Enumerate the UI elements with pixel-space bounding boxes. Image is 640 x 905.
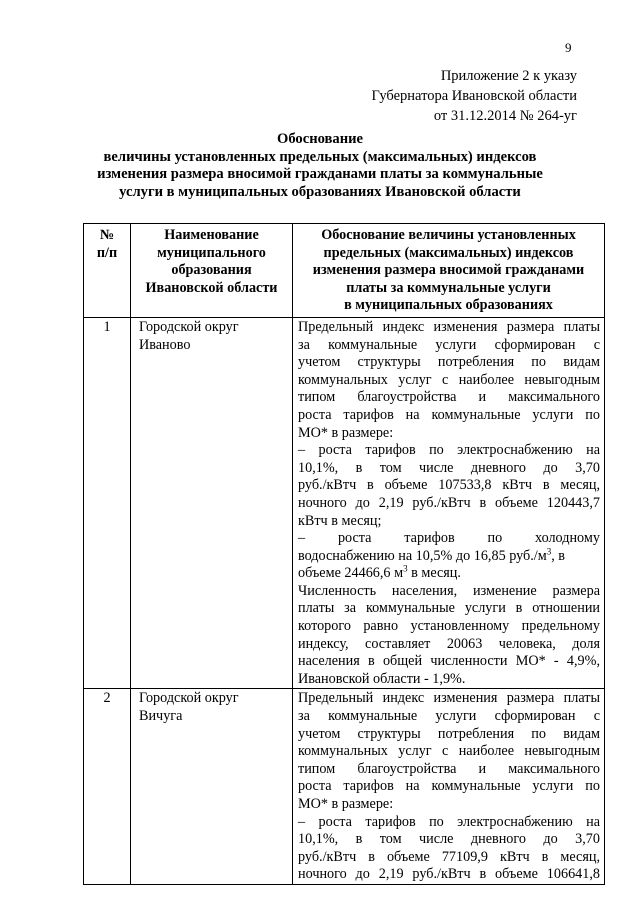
header-justification [293,224,605,318]
header-line: образования [171,262,252,279]
title-line: услуги в муниципальных образованиях Ивановской области [119,183,521,200]
row-number: 1 [84,317,131,688]
text-line: коммунальных услуг с наиболее невыгодным [298,743,600,760]
justification-text [293,317,605,688]
appendix-line: Губернатора Ивановской области [371,88,577,104]
page-number: 9 [565,40,572,55]
text-fragment: объеме 24466,6 м [298,565,404,582]
text-line: за коммунальные услуги сформирован с [298,336,600,353]
text-fragment: , в [551,547,565,564]
title-line: изменения размера вносимой гражданами платы за коммунальные [97,166,543,182]
text-line: роста тарифов на коммунальные услуги по [298,778,600,795]
name-line: Городской округ [139,690,239,707]
text-line: учетом структуры потребления по видам [298,354,600,371]
justification-text [293,689,605,885]
appendix-line: Приложение 2 к указу [440,68,577,84]
header-line: Обоснование величины установленных [321,227,576,243]
header-line: платы за коммунальные услуги [346,279,551,296]
header-line: Наименование [164,227,259,243]
text-line: Предельный индекс изменения размера платы [298,690,600,707]
word: роста [337,530,372,547]
text-line: типом благоустройства и максимального [298,760,600,777]
title-line: величины установленных предельных (максимальных) индексов [103,148,537,165]
text-line: роста тарифов на коммунальные услуги по [298,406,600,423]
text-line: коммунальных услуг с наиболее невыгодным [298,371,600,388]
name-line: Иваново [139,336,191,353]
header-line: предельных (максимальных) индексов [323,244,574,261]
text-line: ночного до 2,19 руб./кВтч в объеме 120443,7 [298,494,600,511]
text-line: – роста тарифов по электроснабжению на [298,813,600,830]
text-line: за коммунальные услуги сформирован с [298,708,600,725]
header-line: в муниципальных образованиях [344,297,553,314]
word: тарифов [404,530,455,547]
text-line [298,530,600,548]
text-line: руб./кВтч в объеме 77109,9 кВтч в месяц, [298,848,600,865]
justification-table [83,223,605,885]
name-line: Городской округ [139,318,239,335]
text-line [298,565,600,583]
text-line: Предельный индекс изменения размера платы [298,318,600,335]
text-line: индексу, составляет 20063 человека, доля [298,635,600,652]
text-line: руб./кВтч в объеме 107533,8 кВтч в месяц, [298,477,600,494]
header-line: Ивановской области [145,279,278,296]
text-line: Ивановской области - 1,9%. [298,670,466,687]
text-line: населения в общей численности МО* - 4,9%, [298,653,600,670]
header-number [84,224,131,318]
word: по [487,530,503,547]
text-line: МО* в размере: [298,424,394,441]
text-line: – роста тарифов по электроснабжению на [298,442,600,459]
table-header-row [84,224,605,318]
text-fragment: в месяц. [407,565,461,582]
word: холодному [535,530,600,547]
superscript: 3 [403,563,408,574]
appendix-reference [317,66,577,126]
text-line: учетом структуры потребления по видам [298,725,600,742]
text-line: типом благоустройства и максимального [298,389,600,406]
text-line: Численность населения, изменение размера [298,582,600,599]
text-fragment: водоснабжению на 10,5% до 16,85 руб./м [298,547,547,564]
text-line: кВтч в месяц; [298,512,382,529]
text-line: 10,1%, в том числе дневного до 3,70 [298,459,600,476]
text-line [298,545,600,566]
text-line: платы за коммунальные услуги в отношении [298,600,600,617]
municipality-name [131,317,293,688]
text-line: МО* в размере: [298,796,394,812]
row-number: 2 [84,689,131,885]
table-row [84,317,605,688]
header-line: п/п [96,244,118,261]
text-line: ночного до 2,19 руб./кВтч в объеме 106641,8 [298,866,600,883]
appendix-line: от 31.12.2014 № 264-уг [433,108,577,124]
text-line: 10,1%, в том числе дневного до 3,70 [298,831,600,848]
title-line: Обоснование [276,131,364,147]
municipality-name [131,689,293,885]
text-line: которого равно установленному предельному [298,618,600,635]
document-title [80,131,560,201]
header-line: муниципального [157,244,266,261]
table-row [84,689,605,885]
header-line: изменения размера вносимой гражданами [312,262,585,279]
header-municipality [131,224,293,318]
dash: – [298,530,306,547]
header-line: № [99,227,115,243]
superscript: 3 [546,545,552,556]
name-line: Вичуга [139,708,183,725]
